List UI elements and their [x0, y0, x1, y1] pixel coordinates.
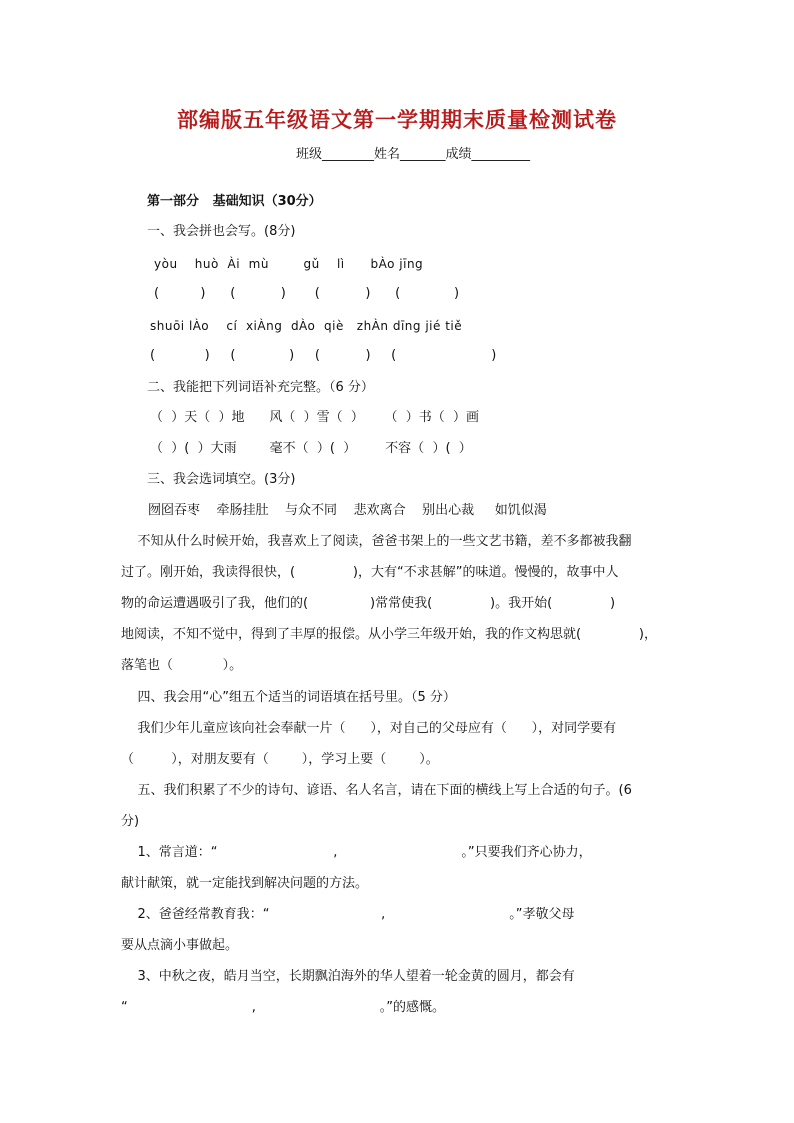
question-3-heading: 三、我会选词填空。(3分) [147, 472, 296, 487]
pinyin-row-1: yòu huò Ài mù gǔ lì bÀo jīng [154, 257, 424, 271]
paragraph-line: 不知从什么时候开始，我喜欢上了阅读，爸爸书架上的一些文艺书籍，差不多都被我翻 [121, 534, 632, 549]
paragraph-line: 过了。刚开始，我读得很快，( )，大有“不求甚解”的味道。慢慢的，故事中人 [121, 565, 619, 580]
paragraph-line: 我们少年儿童应该向社会奉献一片（ ），对自己的父母应有（ ），对同学要有 [121, 721, 617, 736]
paragraph-line: （ ），对朋友要有（ ），学习上要（ ）。 [121, 752, 439, 767]
question-5-heading-cont: 分) [121, 814, 140, 829]
paragraph-line: 落笔也（ ）。 [121, 658, 243, 673]
sentence-3-cont: “ , 。”的感慨。 [121, 1000, 446, 1015]
paragraph-line: 物的命运遭遇吸引了我，他们的( )常常使我( )。我开始( ) [121, 596, 616, 611]
question-2-heading: 二、我能把下列词语补充完整。（6 分） [147, 380, 374, 395]
sentence-2: 2、爸爸经常教育我：“ , 。”孝敬父母 [121, 907, 575, 922]
idiom-row-1: （ ）天（ ）地 风（ ）雪（ ） （ ）书（ ）画 [150, 410, 480, 425]
paragraph-line: 地阅读，不知不觉中，得到了丰厚的报偿。从小学三年级开始，我的作文构思就( )， [121, 627, 657, 642]
question-5-heading: 五、我们积累了不少的诗句、谚语、名人名言，请在下面的横线上写上合适的句子。(6 [121, 783, 632, 798]
question-1-heading: 一、我会拼也会写。(8分) [147, 224, 296, 239]
page-title: 部编版五年级语文第一学期期末质量检测试卷 [177, 108, 617, 132]
answer-parens-row-2: ( ) ( ) ( ) ( ) [150, 348, 497, 363]
sentence-2-cont: 要从点滴小事做起。 [121, 938, 239, 953]
header-fields: 班级________姓名_______成绩_________ [296, 147, 531, 162]
pinyin-row-2: shuōi lÀo cí xiÀng dÀo qiè zhÀn dīng jié tiě [150, 319, 463, 333]
part-one-heading: 第一部分 基础知识（30分） [147, 194, 322, 209]
sentence-3: 3、中秋之夜，皓月当空，长期飘泊海外的华人望着一轮金黄的圆月，都会有 [121, 969, 575, 984]
answer-parens-row-1: ( ) ( ) ( ) ( ) [154, 286, 460, 301]
sentence-1-cont: 献计献策，就一定能找到解决问题的方法。 [121, 876, 369, 891]
question-4-heading: 四、我会用“心”组五个适当的词语填在括号里。（5 分） [121, 690, 456, 705]
idiom-row-2: （ ）( ）大雨 毫不（ ）( ） 不容（ ）( ） [150, 441, 472, 456]
word-options: 囫囵吞枣 牵肠挂肚 与众不同 悲欢离合 别出心裁 如饥似渴 [148, 503, 547, 518]
sentence-1: 1、常言道：“ , 。”只要我们齐心协力， [121, 845, 592, 860]
